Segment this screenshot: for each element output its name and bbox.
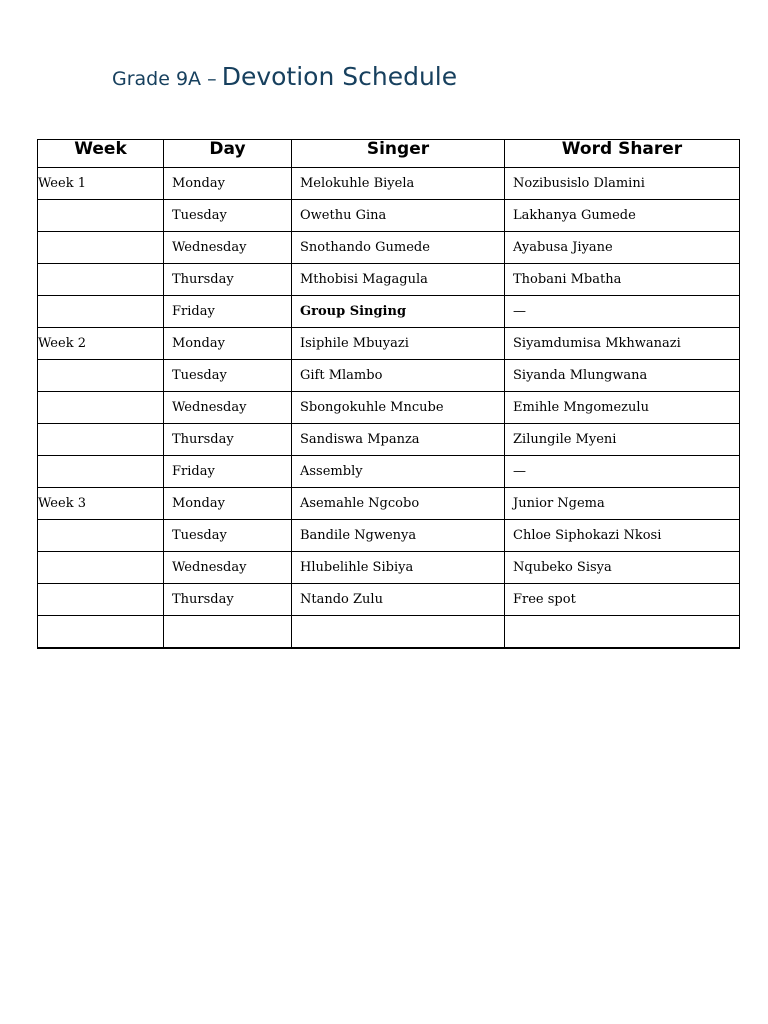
day-cell: Friday (164, 456, 292, 488)
word-sharer-cell: Junior Ngema (505, 488, 740, 520)
week-cell (38, 552, 164, 584)
word-sharer-cell: Thobani Mbatha (505, 264, 740, 296)
singer-cell: Ntando Zulu (292, 584, 505, 616)
week-cell (38, 296, 164, 328)
week-cell (38, 232, 164, 264)
table-row (38, 232, 740, 264)
day-cell: Monday (164, 168, 292, 200)
week-cell (38, 520, 164, 552)
day-cell: Wednesday (164, 232, 292, 264)
table-row (38, 488, 740, 520)
week-cell: Week 3 (38, 488, 164, 520)
singer-cell: Melokuhle Biyela (292, 168, 505, 200)
day-cell: Tuesday (164, 520, 292, 552)
week-cell (38, 264, 164, 296)
day-cell: Thursday (164, 424, 292, 456)
word-sharer-cell: Lakhanya Gumede (505, 200, 740, 232)
word-sharer-cell: Siyamdumisa Mkhwanazi (505, 328, 740, 360)
word-sharer-cell: Ayabusa Jiyane (505, 232, 740, 264)
table-row (38, 424, 740, 456)
table-row (38, 264, 740, 296)
day-cell: Friday (164, 296, 292, 328)
week-cell (38, 616, 164, 649)
singer-cell: Bandile Ngwenya (292, 520, 505, 552)
day-cell (164, 616, 292, 649)
table-row (38, 392, 740, 424)
week-cell (38, 200, 164, 232)
table-row (38, 616, 740, 649)
singer-cell: Sandiswa Mpanza (292, 424, 505, 456)
day-cell: Monday (164, 488, 292, 520)
table-row (38, 552, 740, 584)
header-singer: Singer (292, 140, 505, 168)
table-row (38, 168, 740, 200)
word-sharer-cell: Free spot (505, 584, 740, 616)
header-word-sharer: Word Sharer (505, 140, 740, 168)
word-sharer-cell: Emihle Mngomezulu (505, 392, 740, 424)
word-sharer-cell: Siyanda Mlungwana (505, 360, 740, 392)
singer-cell: Sbongokuhle Mncube (292, 392, 505, 424)
day-cell: Wednesday (164, 552, 292, 584)
header-row (38, 140, 740, 168)
word-sharer-cell: Chloe Siphokazi Nkosi (505, 520, 740, 552)
week-cell (38, 424, 164, 456)
word-sharer-cell (505, 616, 740, 649)
singer-cell: Gift Mlambo (292, 360, 505, 392)
table-row (38, 456, 740, 488)
page-title (112, 62, 457, 91)
day-cell: Thursday (164, 584, 292, 616)
word-sharer-cell: — (505, 296, 740, 328)
day-cell: Tuesday (164, 200, 292, 232)
word-sharer-cell: — (505, 456, 740, 488)
week-cell: Week 2 (38, 328, 164, 360)
singer-cell: Assembly (292, 456, 505, 488)
week-cell (38, 584, 164, 616)
header-week: Week (38, 140, 164, 168)
week-cell: Week 1 (38, 168, 164, 200)
day-cell: Monday (164, 328, 292, 360)
schedule-table (37, 139, 740, 649)
table-row (38, 328, 740, 360)
table-row (38, 360, 740, 392)
day-cell: Thursday (164, 264, 292, 296)
singer-cell: Group Singing (292, 296, 505, 328)
singer-cell: Mthobisi Magagula (292, 264, 505, 296)
singer-cell: Snothando Gumede (292, 232, 505, 264)
table-row (38, 200, 740, 232)
word-sharer-cell: Nqubeko Sisya (505, 552, 740, 584)
singer-cell: Asemahle Ngcobo (292, 488, 505, 520)
header-day: Day (164, 140, 292, 168)
word-sharer-cell: Nozibusislo Dlamini (505, 168, 740, 200)
singer-cell: Owethu Gina (292, 200, 505, 232)
week-cell (38, 456, 164, 488)
week-cell (38, 360, 164, 392)
day-cell: Tuesday (164, 360, 292, 392)
day-cell: Wednesday (164, 392, 292, 424)
table-row (38, 520, 740, 552)
title-main: Devotion Schedule (221, 62, 458, 91)
table-row (38, 584, 740, 616)
singer-cell: Isiphile Mbuyazi (292, 328, 505, 360)
singer-cell: Hlubelihle Sibiya (292, 552, 505, 584)
singer-cell (292, 616, 505, 649)
week-cell (38, 392, 164, 424)
table-row (38, 296, 740, 328)
word-sharer-cell: Zilungile Myeni (505, 424, 740, 456)
title-prefix: Grade 9A – (112, 68, 217, 90)
